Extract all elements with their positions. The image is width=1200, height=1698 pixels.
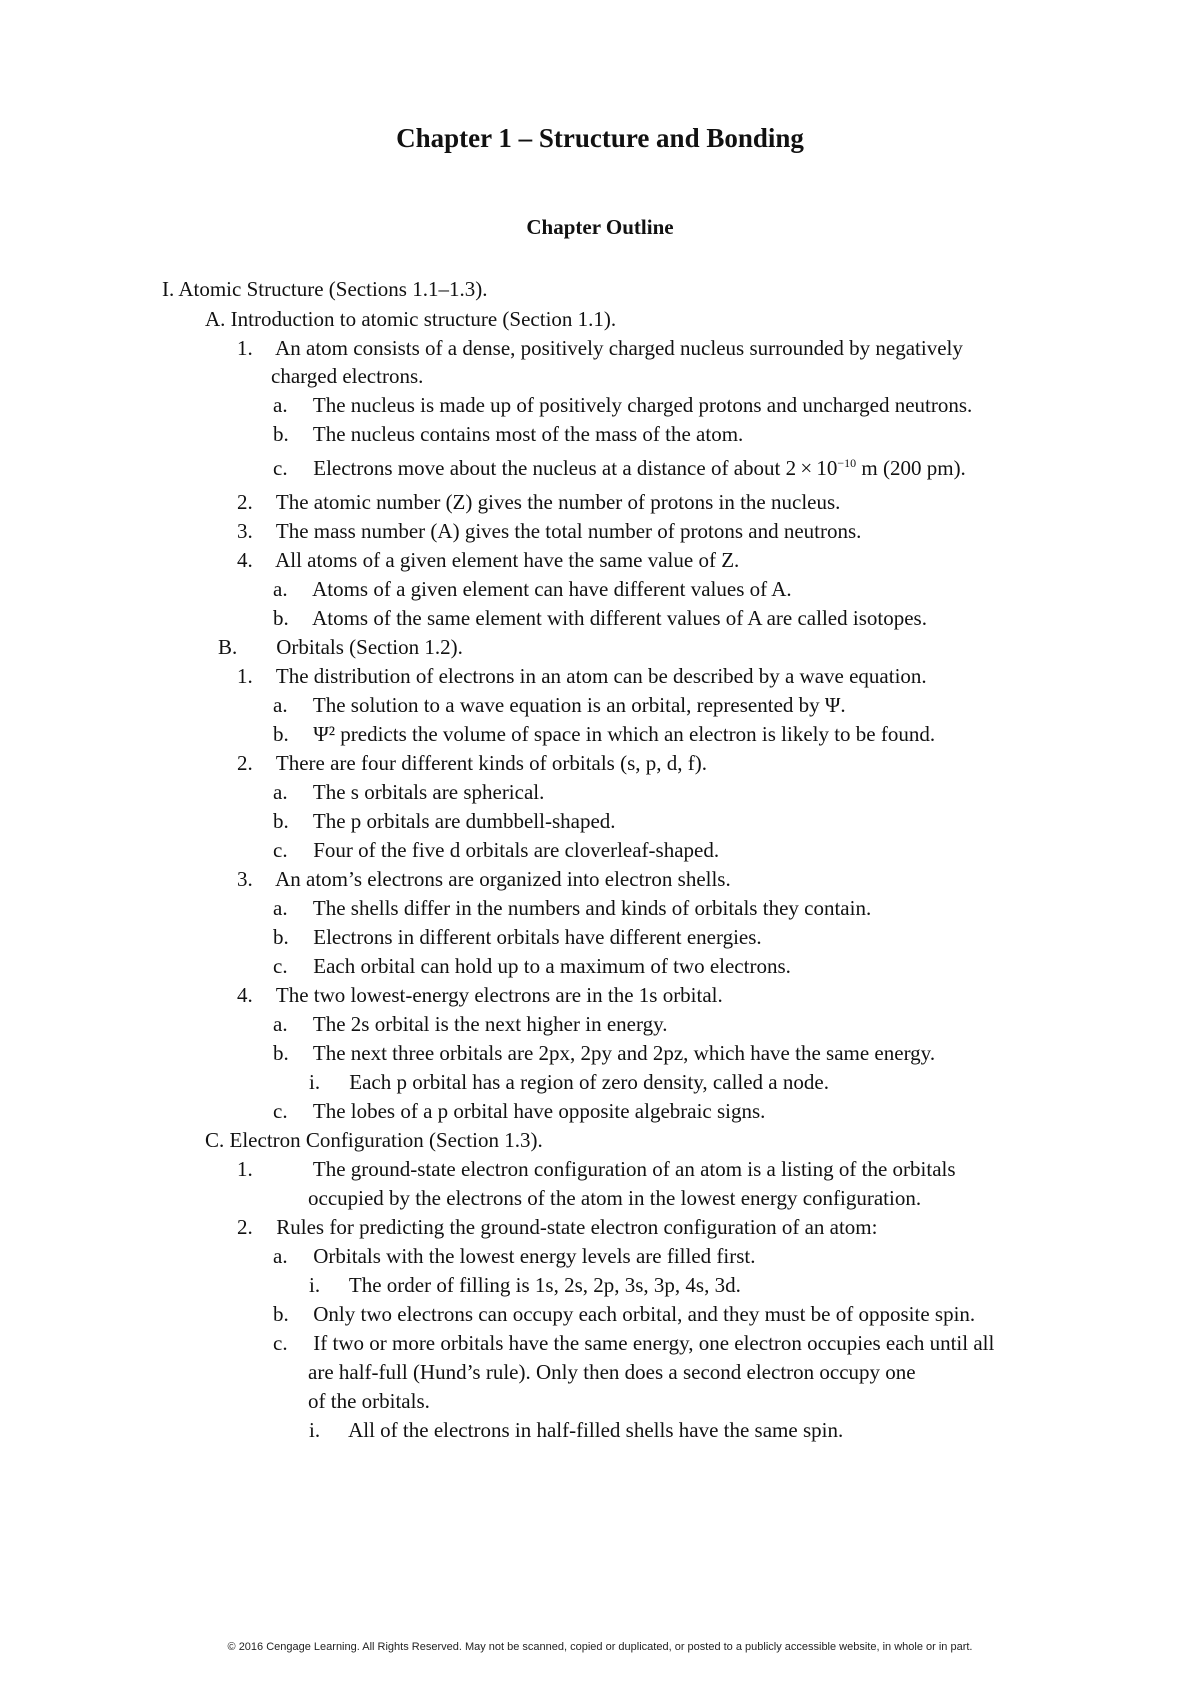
- outline-marker: I.: [162, 277, 175, 301]
- outline-line: [237, 1156, 956, 1182]
- outline-text: Only two electrons can occupy each orbital, and they must be of opposite spin.: [313, 1302, 976, 1326]
- outline-text: The solution to a wave equation is an orbital, represented by Ψ.: [312, 693, 846, 717]
- outline-text: Electrons move about the nucleus at a distance of about: [313, 456, 781, 480]
- outline-line: [162, 276, 487, 302]
- outline-text: Introduction to atomic structure (Section 1.1).: [230, 307, 617, 331]
- outline-marker: 3.: [237, 519, 253, 543]
- outline-text: are half-full (Hund’s rule). Only then does a second electron occupy one: [308, 1360, 916, 1384]
- outline-text: An atom consists of a dense, positively charged nucleus surrounded by negatively: [275, 336, 963, 360]
- outline-text: Each p orbital has a region of zero density, called a node.: [349, 1070, 829, 1094]
- outline-line: [308, 1359, 916, 1385]
- outline-marker: 1.: [237, 664, 253, 688]
- outline-marker: B.: [218, 635, 238, 659]
- outline-line: [309, 1272, 741, 1298]
- outline-text: The shells differ in the numbers and kinds of orbitals they contain.: [312, 896, 872, 920]
- distance-tail: m (200 pm).: [856, 456, 966, 480]
- outline-text: The atomic number (Z) gives the number of protons in the nucleus.: [275, 490, 841, 514]
- outline-line: [273, 392, 972, 418]
- outline-text: The nucleus is made up of positively charged protons and uncharged neutrons.: [312, 393, 973, 417]
- outline-line: [273, 779, 544, 805]
- outline-text: There are four different kinds of orbitals (s, p, d, f).: [275, 751, 708, 775]
- outline-text: The nucleus contains most of the mass of the atom.: [312, 422, 744, 446]
- outline-line: [273, 837, 719, 863]
- outline-text: The mass number (A) gives the total number of protons and neutrons.: [275, 519, 862, 543]
- chapter-outline-heading: Chapter Outline: [526, 215, 674, 239]
- outline-text: Orbitals (Section 1.2).: [276, 635, 463, 659]
- outline-text: Atoms of a given element can have different values of A.: [312, 577, 792, 601]
- outline-text: The next three orbitals are 2px, 2py and 2pz, which have the same energy.: [312, 1041, 936, 1065]
- outline-line: [273, 808, 616, 834]
- outline-marker: b.: [273, 1041, 289, 1065]
- outline-text: Each orbital can hold up to a maximum of two electrons.: [313, 954, 791, 978]
- outline-marker: 2.: [237, 490, 253, 514]
- outline-line: [273, 1098, 765, 1124]
- outline-text: The order of filling is 1s, 2s, 2p, 3s, 3p, 4s, 3d.: [348, 1273, 741, 1297]
- outline-text: All atoms of a given element have the same value of Z.: [275, 548, 740, 572]
- outline-line: [273, 1011, 667, 1037]
- outline-line: [273, 1040, 935, 1066]
- outline-line: [205, 306, 616, 332]
- outline-marker: 4.: [237, 548, 253, 572]
- outline-text: An atom’s electrons are organized into electron shells.: [275, 867, 731, 891]
- outline-line: [237, 663, 927, 689]
- outline-line: [273, 1301, 975, 1327]
- outline-text: charged electrons.: [271, 364, 424, 388]
- outline-text: The ground-state electron configuration of an atom is a listing of the orbitals: [312, 1157, 956, 1181]
- outline-text: Atomic Structure (Sections 1.1–1.3).: [178, 277, 488, 301]
- outline-text: The p orbitals are dumbbell-shaped.: [312, 809, 616, 833]
- outline-marker: C.: [205, 1128, 225, 1152]
- outline-line: [237, 518, 861, 544]
- outline-text: All of the electrons in half-filled shells have the same spin.: [348, 1418, 844, 1442]
- outline-line: [273, 895, 871, 921]
- outline-line: [273, 576, 792, 602]
- outline-marker: a.: [273, 780, 288, 804]
- outline-text: occupied by the electrons of the atom in the lowest energy configuration.: [308, 1186, 922, 1210]
- outline-text: The distribution of electrons in an atom can be described by a wave equation.: [275, 664, 927, 688]
- outline-marker: c.: [273, 1331, 288, 1355]
- outline-marker: 1.: [237, 1157, 253, 1181]
- outline-marker: 2.: [237, 751, 253, 775]
- outline-text: Electrons in different orbitals have different energies.: [313, 925, 762, 949]
- outline-line: [237, 982, 723, 1008]
- outline-line: [273, 421, 743, 447]
- outline-text: Four of the five d orbitals are cloverleaf-shaped.: [313, 838, 720, 862]
- outline-marker: c.: [273, 838, 288, 862]
- outline-marker: b.: [273, 809, 289, 833]
- outline-line: [308, 1185, 921, 1211]
- outline-marker: 2.: [237, 1215, 253, 1239]
- outline-marker: a.: [273, 1012, 288, 1036]
- outline-line: [308, 1388, 430, 1414]
- outline-line: [273, 1330, 994, 1356]
- outline-marker: a.: [273, 393, 288, 417]
- outline-marker: c.: [273, 1099, 288, 1123]
- outline-text: The two lowest-energy electrons are in the 1s orbital.: [275, 983, 723, 1007]
- outline-line: [273, 692, 846, 718]
- outline-text: of the orbitals.: [308, 1389, 430, 1413]
- outline-line: [237, 750, 707, 776]
- outline-line: [205, 1127, 543, 1153]
- outline-marker: b.: [273, 925, 289, 949]
- outline-marker: A.: [205, 307, 226, 331]
- outline-line: [237, 547, 739, 573]
- distance-exponent: −10: [837, 456, 857, 470]
- outline-marker: a.: [273, 1244, 288, 1268]
- outline-text: Electron Configuration (Section 1.3).: [229, 1128, 543, 1152]
- outline-line: [309, 1069, 829, 1095]
- outline-line: [218, 634, 463, 660]
- outline-marker: i.: [309, 1273, 321, 1297]
- outline-line: [273, 455, 966, 481]
- outline-line: [273, 953, 791, 979]
- distance-value: 2 × 10: [785, 456, 838, 480]
- copyright-footer: © 2016 Cengage Learning. All Rights Reserved. May not be scanned, copied or duplicated, or posted to a publicly accessible website, in whole or in part.: [227, 1641, 973, 1653]
- outline-line: [271, 363, 423, 389]
- outline-text: The lobes of a p orbital have opposite algebraic signs.: [312, 1099, 766, 1123]
- outline-marker: a.: [273, 577, 288, 601]
- outline-marker: 4.: [237, 983, 253, 1007]
- outline-marker: c.: [273, 456, 288, 480]
- outline-text: Rules for predicting the ground-state electron configuration of an atom:: [276, 1215, 878, 1239]
- outline-line: [309, 1417, 843, 1443]
- outline-marker: a.: [273, 693, 288, 717]
- outline-marker: 1.: [237, 336, 253, 360]
- outline-text: Orbitals with the lowest energy levels are filled first.: [313, 1244, 756, 1268]
- outline-marker: b.: [273, 722, 289, 746]
- outline-marker: c.: [273, 954, 288, 978]
- outline-line: [273, 721, 935, 747]
- outline-line: [237, 866, 731, 892]
- outline-text: If two or more orbitals have the same energy, one electron occupies each until all: [313, 1331, 995, 1355]
- outline-text: Ψ² predicts the volume of space in which an electron is likely to be found.: [313, 722, 936, 746]
- outline-marker: i.: [309, 1070, 321, 1094]
- outline-marker: b.: [273, 1302, 289, 1326]
- outline-line: [273, 1243, 756, 1269]
- outline-marker: b.: [273, 606, 289, 630]
- outline-marker: b.: [273, 422, 289, 446]
- outline-marker: a.: [273, 896, 288, 920]
- outline-text: The s orbitals are spherical.: [312, 780, 545, 804]
- chapter-title: Chapter 1 – Structure and Bonding: [396, 123, 804, 153]
- outline-text: Atoms of the same element with different values of A are called isotopes.: [312, 606, 927, 630]
- outline-marker: 3.: [237, 867, 253, 891]
- outline-line: [237, 1214, 877, 1240]
- outline-line: [273, 924, 762, 950]
- outline-line: [237, 489, 840, 515]
- outline-text: The 2s orbital is the next higher in energy.: [312, 1012, 668, 1036]
- outline-line: [237, 335, 963, 361]
- outline-line: [273, 605, 927, 631]
- outline-marker: i.: [309, 1418, 321, 1442]
